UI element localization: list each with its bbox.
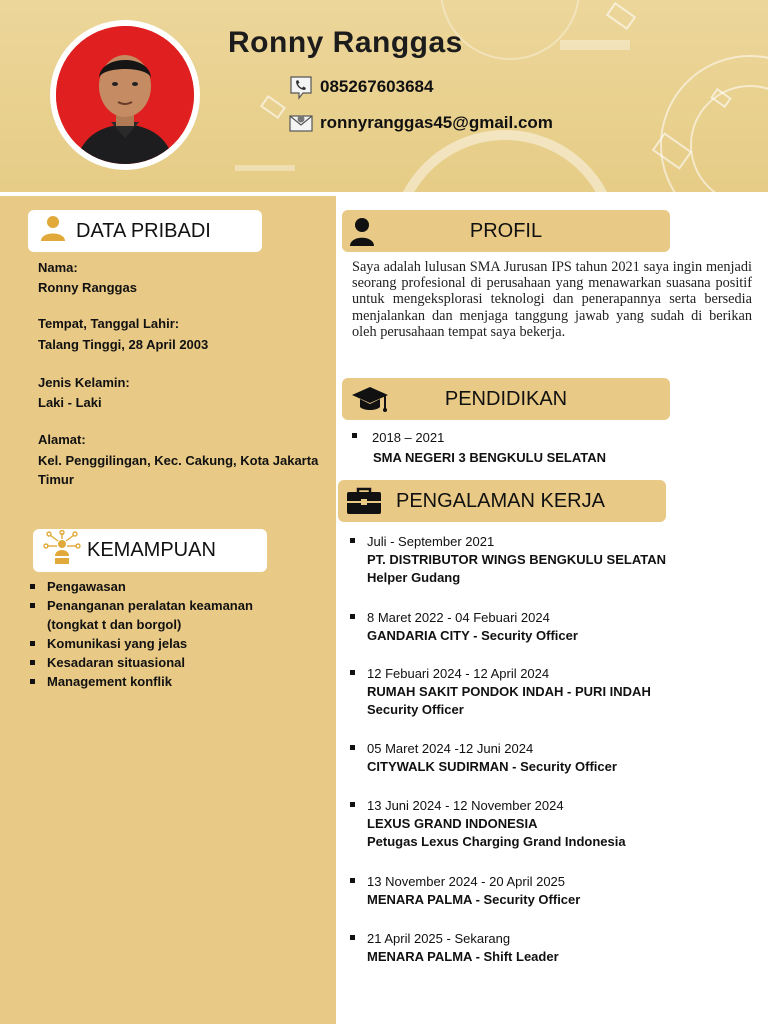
skills-list: [30, 577, 280, 691]
bullet: [350, 614, 355, 619]
job-place: LEXUS GRAND INDONESIA: [367, 816, 538, 831]
section-header-profile: [342, 210, 670, 252]
job-date: 05 Maret 2024 -12 Juni 2024: [367, 741, 534, 756]
phone-number[interactable]: 085267603684: [320, 77, 434, 96]
job-place: PT. DISTRIBUTOR WINGS BENGKULU SELATAN: [367, 552, 666, 567]
education-school: SMA NEGERI 3 BENGKULU SELATAN: [373, 450, 607, 465]
bullet: [350, 935, 355, 940]
header-banner: [0, 0, 768, 192]
job-entry: [350, 797, 626, 851]
section-title: DATA PRIBADI: [76, 219, 211, 242]
job-entry: [350, 740, 617, 776]
job-date: 13 November 2024 - 20 April 2025: [367, 874, 566, 889]
job-date: 8 Maret 2022 - 04 Febuari 2024: [367, 610, 550, 625]
section-title: KEMAMPUAN: [87, 539, 216, 561]
job-entry: [350, 665, 651, 719]
network-person-icon: [43, 530, 81, 572]
profile-summary: Saya adalah lulusan SMA Jurusan IPS tahun 2021 saya ingin menjadi seorang profesional di perusahaan yang menawarkan suasana positif untuk mengeksplorasi teknologi dan penerapannya serta bersedia menjalankan dan menjaga tanggung jawab yang sudah di berikan oleh perusahaan tempat saya bekerja.: [352, 259, 752, 340]
briefcase-icon: [338, 486, 390, 516]
profile-photo-frame: [50, 20, 200, 170]
job-date: 13 Juni 2024 - 12 November 2024: [367, 798, 564, 813]
bullet: [350, 802, 355, 807]
job-date: Juli - September 2021: [367, 534, 495, 549]
education-entry: [352, 430, 606, 465]
phone-row: [288, 74, 433, 100]
job-date: 21 April 2025 - Sekarang: [367, 931, 511, 946]
list-item: Komunikasi yang jelas: [30, 634, 280, 653]
name-label: Nama:: [38, 260, 78, 275]
candidate-name: Ronny Ranggas: [228, 26, 463, 59]
education-period: 2018 – 2021: [372, 430, 445, 445]
name-value: Ronny Ranggas: [38, 280, 137, 295]
job-role: Helper Gudang: [367, 570, 461, 585]
phone-icon: [288, 74, 314, 100]
job-date: 12 Febuari 2024 - 12 April 2024: [367, 666, 550, 681]
address-value: Kel. Penggilingan, Kec. Cakung, Kota Jakarta Timur: [38, 453, 319, 487]
decor-bar: [560, 40, 630, 50]
job-entry: [350, 533, 666, 587]
decor-circle: [390, 130, 620, 192]
bullet: [350, 670, 355, 675]
email-row: [288, 110, 553, 136]
job-place: MENARA PALMA - Security Officer: [367, 892, 581, 907]
bullet: [350, 878, 355, 883]
email-icon: [288, 110, 314, 136]
graduation-cap-icon: [342, 383, 398, 415]
section-header-skills: [33, 529, 267, 572]
list-item: Kesadaran situasional: [30, 653, 280, 672]
section-header-personal: [28, 210, 262, 252]
job-place: CITYWALK SUDIRMAN - Security Officer: [367, 759, 617, 774]
person-icon: [342, 216, 382, 246]
bullet: [350, 538, 355, 543]
section-title: PROFIL: [469, 219, 543, 242]
bullet: [350, 745, 355, 750]
person-icon: [38, 213, 68, 249]
address-label: Alamat:: [38, 432, 86, 447]
birth-value: Talang Tinggi, 28 April 2003: [38, 337, 209, 352]
section-title: PENDIDIKAN: [444, 387, 568, 410]
job-place: RUMAH SAKIT PONDOK INDAH - PURI INDAH: [367, 684, 651, 699]
email-address[interactable]: ronnyranggas45@gmail.com: [320, 113, 553, 132]
job-place: MENARA PALMA - Shift Leader: [367, 949, 559, 964]
section-header-education: [342, 378, 670, 420]
job-entry: [350, 609, 578, 645]
birth-label: Tempat, Tanggal Lahir:: [38, 316, 180, 331]
job-place: GANDARIA CITY - Security Officer: [367, 628, 578, 643]
profile-photo: [56, 26, 194, 164]
job-entry: [350, 873, 580, 909]
section-title: PENGALAMAN KERJA: [396, 489, 605, 512]
job-role: Security Officer: [367, 702, 464, 717]
gender-label: Jenis Kelamin:: [38, 375, 130, 390]
job-role: Petugas Lexus Charging Grand Indonesia: [367, 834, 626, 849]
bullet: [352, 433, 357, 438]
job-entry: [350, 930, 559, 966]
list-item: Management konflik: [30, 672, 280, 691]
decor-diamond: [606, 2, 636, 30]
list-item: Pengawasan: [30, 577, 280, 596]
list-item: Penanganan peralatan keamanan (tongkat t dan borgol): [30, 596, 280, 634]
section-header-experience: [338, 480, 666, 522]
gender-value: Laki - Laki: [38, 395, 102, 410]
decor-diamond: [260, 95, 286, 119]
decor-bar: [235, 165, 295, 171]
